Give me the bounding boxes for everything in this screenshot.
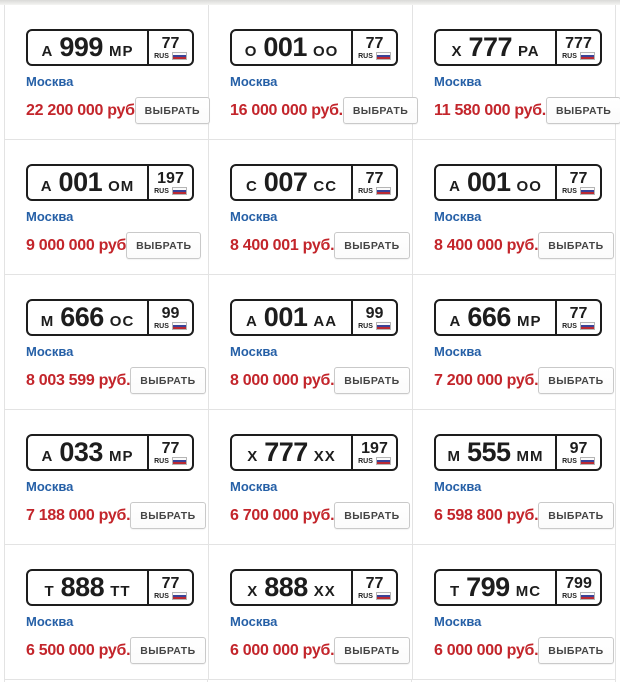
select-button[interactable]: ВЫБРАТЬ (334, 367, 409, 394)
plate-region-code: 77 (569, 170, 588, 187)
price-row (230, 97, 409, 124)
city-link[interactable]: Москва (434, 344, 482, 359)
price-label: 7 188 000 руб. (26, 506, 131, 524)
plate-digits: 666 (60, 302, 104, 332)
plate-number-section (28, 571, 147, 604)
plate-prefix-letter: Т (44, 583, 55, 600)
plate-region-section (555, 436, 600, 469)
plate-digits: 555 (466, 437, 511, 467)
plate-digits: 001 (58, 167, 103, 197)
plate-card (413, 545, 616, 680)
plate-country-label: RUS (562, 322, 577, 330)
select-button[interactable]: ВЫБРАТЬ (334, 502, 409, 529)
plate-country-row (358, 52, 391, 60)
plate-region-section (147, 436, 192, 469)
city-link[interactable]: Москва (230, 614, 278, 629)
plate-card (209, 545, 413, 680)
license-plate (26, 299, 194, 336)
russian-flag-icon (580, 592, 595, 600)
plate-suffix-letters: МС (515, 583, 542, 600)
plate-region-section (147, 166, 192, 199)
plate-region-section (147, 301, 192, 334)
select-button[interactable]: ВЫБРАТЬ (130, 502, 205, 529)
plate-suffix-letters: СС (313, 178, 338, 195)
plate-digits: 799 (466, 572, 510, 602)
plate-country-label: RUS (358, 187, 373, 195)
plate-region-section (351, 301, 396, 334)
license-plate (434, 569, 602, 606)
price-row (434, 367, 606, 394)
plate-country-label: RUS (562, 187, 577, 195)
plate-card (5, 140, 209, 275)
plate-card (209, 275, 413, 410)
license-plate (230, 299, 398, 336)
plate-suffix-letters: ОМ (108, 178, 135, 195)
plate-suffix-letters: РА (518, 43, 540, 60)
plate-region-code: 799 (565, 575, 592, 592)
license-plate (230, 164, 398, 201)
plate-digits: 033 (59, 437, 103, 467)
plate-region-code: 99 (161, 305, 180, 322)
license-plate (230, 434, 398, 471)
russian-flag-icon (580, 52, 595, 60)
plate-prefix-letter: Т (449, 583, 461, 600)
plate-country-label: RUS (562, 52, 577, 60)
plate-suffix-letters: ХХ (313, 583, 336, 600)
russian-flag-icon (376, 457, 391, 465)
russian-flag-icon (376, 52, 391, 60)
city-link[interactable]: Москва (434, 209, 482, 224)
select-button[interactable]: ВЫБРАТЬ (334, 232, 409, 259)
city-link[interactable]: Москва (26, 479, 74, 494)
select-button[interactable]: ВЫБРАТЬ (538, 637, 613, 664)
plate-suffix-letters: ОО (516, 178, 542, 195)
plate-country-label: RUS (562, 592, 577, 600)
plate-region-section (351, 31, 396, 64)
plate-number-section (28, 31, 147, 64)
price-row (26, 97, 198, 124)
plate-country-label: RUS (358, 457, 373, 465)
city-link[interactable]: Москва (434, 479, 482, 494)
price-row (434, 97, 612, 124)
plates-grid (5, 5, 615, 680)
price-row (26, 232, 198, 259)
plate-suffix-letters: МР (108, 448, 134, 465)
russian-flag-icon (580, 187, 595, 195)
plate-region-code: 77 (161, 440, 180, 457)
plate-number-section (28, 436, 147, 469)
plate-number-section (436, 31, 555, 64)
plate-digits: 888 (60, 572, 105, 602)
city-link[interactable]: Москва (434, 74, 482, 89)
price-label: 6 598 800 руб. (434, 506, 539, 524)
plate-number-section (436, 436, 555, 469)
plate-digits: 001 (263, 302, 308, 332)
plate-region-code: 77 (365, 35, 384, 52)
select-button[interactable]: ВЫБРАТЬ (130, 637, 205, 664)
plate-prefix-letter: М (40, 313, 55, 330)
plate-prefix-letter: А (245, 313, 258, 330)
plate-prefix-letter: Х (247, 583, 259, 600)
plate-country-label: RUS (154, 187, 169, 195)
plate-region-section (351, 571, 396, 604)
license-plate (26, 164, 194, 201)
select-button[interactable]: ВЫБРАТЬ (130, 367, 205, 394)
plate-region-code: 77 (569, 305, 588, 322)
russian-flag-icon (172, 592, 187, 600)
plate-region-section (555, 571, 600, 604)
plate-country-row (154, 52, 187, 60)
price-label: 16 000 000 руб. (230, 101, 343, 119)
price-label: 8 400 001 руб. (230, 236, 335, 254)
plate-number-section (28, 166, 147, 199)
plate-card (413, 410, 616, 545)
select-button[interactable]: ВЫБРАТЬ (538, 367, 613, 394)
plate-country-row (562, 592, 595, 600)
russian-flag-icon (376, 187, 391, 195)
plate-card (413, 140, 616, 275)
city-link[interactable]: Москва (26, 209, 74, 224)
plate-suffix-letters: ММ (516, 448, 544, 465)
russian-flag-icon (172, 457, 187, 465)
price-label: 11 580 000 руб. (434, 101, 546, 119)
price-label: 8 003 599 руб. (26, 371, 131, 389)
plate-card (413, 275, 616, 410)
plate-digits: 888 (264, 572, 308, 602)
plate-digits: 007 (263, 167, 308, 197)
license-plate (434, 164, 602, 201)
price-row (26, 367, 198, 394)
plate-region-code: 99 (365, 305, 384, 322)
price-row (230, 232, 402, 259)
plate-country-row (358, 592, 391, 600)
plate-region-section (555, 166, 600, 199)
city-link[interactable]: Москва (434, 614, 482, 629)
price-label: 9 000 000 руб (26, 236, 127, 254)
plate-country-label: RUS (358, 52, 373, 60)
price-row (434, 637, 606, 664)
plate-number-section (436, 166, 555, 199)
plate-number-section (436, 301, 555, 334)
plate-region-code: 197 (157, 170, 184, 187)
russian-flag-icon (376, 322, 391, 330)
plate-card (209, 5, 413, 140)
license-plate (434, 299, 602, 336)
select-button[interactable]: ВЫБРАТЬ (538, 502, 613, 529)
price-row (26, 637, 198, 664)
plate-region-code: 77 (365, 170, 384, 187)
plate-prefix-letter: М (447, 448, 461, 465)
plate-country-label: RUS (358, 322, 373, 330)
plate-prefix-letter: О (244, 43, 258, 60)
city-link[interactable]: Москва (230, 74, 278, 89)
plate-region-section (555, 31, 600, 64)
russian-flag-icon (580, 457, 595, 465)
plate-digits: 001 (466, 167, 511, 197)
plate-country-row (562, 52, 595, 60)
price-label: 7 200 000 руб. (434, 371, 539, 389)
plate-number-section (232, 166, 351, 199)
city-link[interactable]: Москва (230, 479, 278, 494)
plate-prefix-letter: А (41, 448, 54, 465)
plate-country-row (358, 322, 391, 330)
plate-digits: 666 (467, 302, 511, 332)
price-label: 6 000 000 руб. (434, 641, 539, 659)
plate-suffix-letters: АА (313, 313, 338, 330)
plate-card (5, 5, 209, 140)
price-row (230, 502, 402, 529)
plate-region-code: 77 (161, 35, 180, 52)
plate-prefix-letter: А (449, 313, 462, 330)
plate-region-section (555, 301, 600, 334)
plate-suffix-letters: МР (516, 313, 542, 330)
plate-suffix-letters: ТТ (110, 583, 131, 600)
plate-country-row (154, 457, 187, 465)
plate-region-section (147, 571, 192, 604)
plate-region-section (351, 436, 396, 469)
plate-region-code: 77 (365, 575, 384, 592)
select-button[interactable]: ВЫБРАТЬ (126, 232, 201, 259)
plate-country-label: RUS (358, 592, 373, 600)
city-link[interactable]: Москва (26, 614, 74, 629)
price-label: 22 200 000 руб (26, 101, 135, 119)
plate-country-row (562, 322, 595, 330)
plate-country-row (562, 187, 595, 195)
price-row (230, 637, 402, 664)
plate-prefix-letter: Х (451, 43, 463, 60)
plate-region-code: 197 (361, 440, 388, 457)
plate-prefix-letter: А (41, 43, 54, 60)
plate-country-label: RUS (154, 592, 169, 600)
select-button[interactable]: ВЫБРАТЬ (334, 637, 409, 664)
price-row (26, 502, 198, 529)
license-plate (230, 569, 398, 606)
plate-number-section (232, 301, 351, 334)
plate-region-section (147, 31, 192, 64)
plate-region-code: 77 (161, 575, 180, 592)
select-button[interactable]: ВЫБРАТЬ (135, 97, 210, 124)
plate-suffix-letters: ОО (312, 43, 339, 60)
plate-country-label: RUS (154, 457, 169, 465)
russian-flag-icon (376, 592, 391, 600)
plate-number-section (28, 301, 147, 334)
plate-card (5, 545, 209, 680)
plate-country-label: RUS (154, 322, 169, 330)
license-plate (434, 29, 602, 66)
select-button[interactable]: ВЫБРАТЬ (546, 97, 620, 124)
plate-card (5, 275, 209, 410)
plate-prefix-letter: А (40, 178, 53, 195)
russian-flag-icon (580, 322, 595, 330)
plate-region-code: 777 (565, 35, 592, 52)
price-row (230, 367, 402, 394)
license-plate (26, 569, 194, 606)
city-link[interactable]: Москва (230, 344, 278, 359)
plate-number-section (232, 571, 351, 604)
license-plate (26, 29, 194, 66)
plate-digits: 777 (468, 32, 513, 62)
price-row (434, 502, 606, 529)
plate-country-row (562, 457, 595, 465)
plate-card (5, 410, 209, 545)
plate-region-code: 97 (569, 440, 588, 457)
plate-suffix-letters: ХХ (313, 448, 336, 465)
price-label: 8 400 000 руб. (434, 236, 539, 254)
plate-prefix-letter: С (245, 178, 258, 195)
plate-digits: 001 (263, 32, 307, 62)
plate-country-row (154, 592, 187, 600)
russian-flag-icon (172, 322, 187, 330)
plate-card (209, 410, 413, 545)
price-label: 8 000 000 руб. (230, 371, 335, 389)
plate-digits: 999 (59, 32, 103, 62)
select-button[interactable]: ВЫБРАТЬ (343, 97, 418, 124)
plate-card (209, 140, 413, 275)
city-link[interactable]: Москва (230, 209, 278, 224)
price-label: 6 000 000 руб. (230, 641, 335, 659)
plate-country-label: RUS (562, 457, 577, 465)
plate-country-label: RUS (154, 52, 169, 60)
plate-country-row (154, 322, 187, 330)
plate-number-section (232, 31, 351, 64)
plate-prefix-letter: Х (247, 448, 259, 465)
plate-card (413, 5, 616, 140)
plate-country-row (154, 187, 187, 195)
license-plate (230, 29, 398, 66)
price-label: 6 700 000 руб. (230, 506, 335, 524)
russian-flag-icon (172, 187, 187, 195)
plate-country-row (358, 457, 391, 465)
plate-region-section (351, 166, 396, 199)
plates-listing-page (4, 5, 616, 682)
license-plate (26, 434, 194, 471)
plate-suffix-letters: МР (108, 43, 134, 60)
plate-country-row (358, 187, 391, 195)
plate-number-section (436, 571, 555, 604)
russian-flag-icon (172, 52, 187, 60)
plate-suffix-letters: ОС (109, 313, 135, 330)
plate-prefix-letter: А (449, 178, 461, 195)
plate-digits: 777 (264, 437, 308, 467)
city-link[interactable]: Москва (26, 344, 74, 359)
city-link[interactable]: Москва (26, 74, 74, 89)
price-row (434, 232, 606, 259)
license-plate (434, 434, 602, 471)
plate-number-section (232, 436, 351, 469)
price-label: 6 500 000 руб. (26, 641, 131, 659)
select-button[interactable]: ВЫБРАТЬ (538, 232, 613, 259)
